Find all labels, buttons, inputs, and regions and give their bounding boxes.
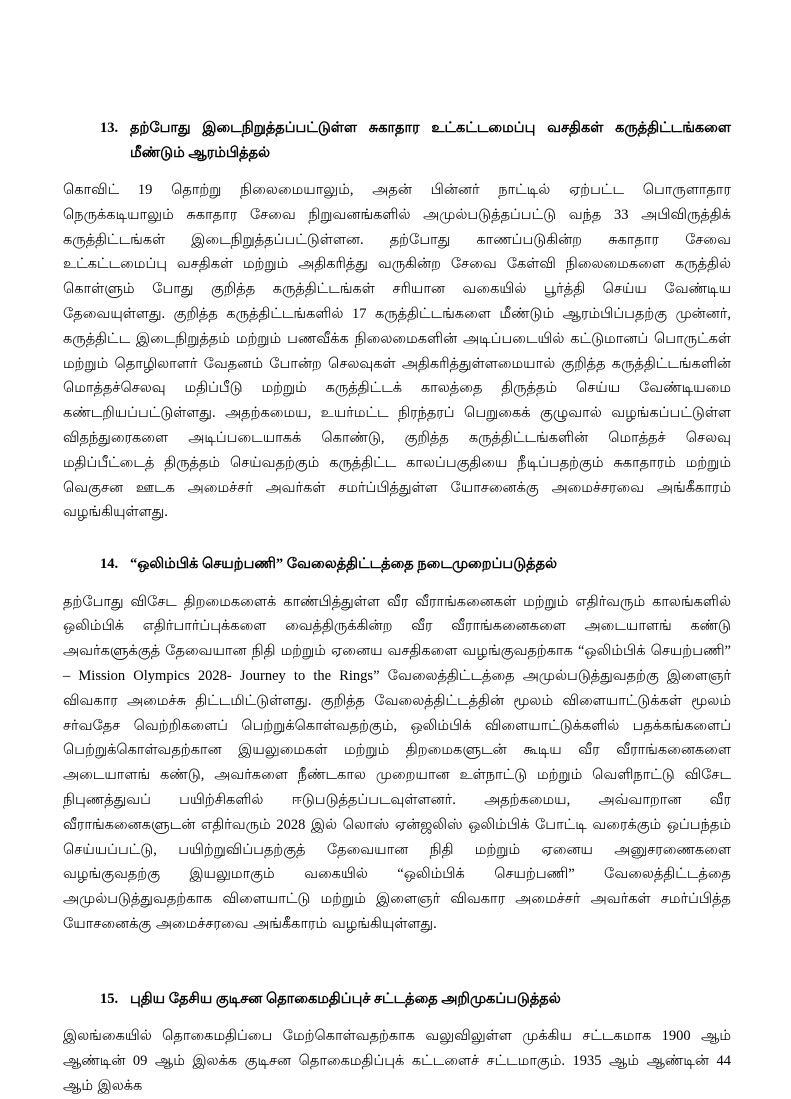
section-14-heading: [100, 552, 731, 577]
section-14-paragraph: தற்போது விசேட திறமைகளைக் காண்பித்துள்ள வீர வீராங்கனைகள் மற்றும் எதிர்வரும் காலங்களில் ஒலிம்பிக் எதிர்பார்ப்புக்களை வைத்திருக்கின்ற வீர வீராங்கனைகளை அடையாளங் கண்டு அவர்களுக்குத் தேவையான நிதி மற்றும் ஏனைய வசதிகளை வழங்குவதற்காக “ஒலிம்பிக் செயற்பணி” – Mission Olympics 2028- Journey to the Rings” வேலைத்திட்டத்தை அமுல்படுத்துவதற்கு இளைஞர் விவகார அமைச்சு திட்டமிட்டுள்ளது. குறித்த வேலைத்திட்டத்தின் மூலம் விளையாட்டுக்கள் மூலம் சர்வதேச வெற்றிகளைப் பெற்றுக்கொள்வதற்கும், ஒலிம்பிக் விளையாட்டுக்களில் பதக்கங்களைப் பெற்றுக்கொள்வதற்கான இயலுமைகள் மற்றும் திறமைகளுடன் கூடிய வீர வீராங்கனைகளை அடையாளங் கண்டு, அவர்களை நீண்டகால முறையான உள்நாட்டு மற்றும் வெளிநாட்டு விசேட நிபுணத்துவப் பயிற்சிகளில் ஈடுபடுத்தப்படவுள்ளனர். அதற்கமைய, அவ்வாறான வீர வீராங்கனைகளுடன் எதிர்வரும் 2028 இல் லொஸ் ஏன்ஜலிஸ் ஒலிம்பிக் போட்டி வரைக்கும் ஒப்பந்தம் செய்யப்பட்டு, பயிற்றுவிப்பதற்குத் தேவையான நிதி மற்றும் ஏனைய அனுசரணைகளை வழங்குவதற்கு இயலுமாகும் வகையில் “ஒலிம்பிக் செயற்பணி” வேலைத்திட்டத்தை அமுல்படுத்துவதற்காக விளையாட்டு மற்றும் இளைஞர் விவகார அமைச்சர் அவர்கள் சமர்ப்பித்த யோசனைக்கு அமைச்சரவை அங்கீகாரம் வழங்கியுள்ளது.: [63, 593, 731, 933]
section-14: [63, 552, 731, 937]
section-15-heading-text: புதிய தேசிய குடிசன தொகைமதிப்புச் சட்டத்தை அறிமுகப்படுத்தல்: [130, 990, 561, 1007]
section-13: [63, 116, 731, 525]
section-13-heading: [100, 116, 731, 165]
section-13-number: 13.: [100, 120, 119, 136]
section-13-heading-text: தற்போது இடைநிறுத்தப்பட்டுள்ள சுகாதார உட்கட்டமைப்பு வசதிகள் கருத்திட்டங்களை மீண்டும் ஆரம்பித்தல்: [130, 120, 731, 161]
section-14-heading-text: “ஒலிம்பிக் செயற்பணி” வேலைத்திட்டத்தை நடைமுறைப்படுத்தல்: [130, 556, 558, 573]
section-15-paragraph: இலங்கையில் தொகைமதிப்பை மேற்கொள்வதற்காக வலுவிலுள்ள முக்கிய சட்டகமாக 1900 ஆம் ஆண்டின் 09 ஆம் இலக்க குடிசன தொகைமதிப்புக் கட்டளைச் சட்டமாகும். 1935 ஆம் ஆண்டின் 44 ஆம் இலக்க: [63, 1028, 731, 1094]
section-15: [63, 987, 731, 1099]
section-15-number: 15.: [100, 990, 119, 1007]
section-14-number: 14.: [100, 556, 119, 573]
section-15-heading: [100, 987, 731, 1012]
section-13-paragraph: கொவிட் 19 தொற்று நிலைமையாலும், அதன் பின்னர் நாட்டில் ஏற்பட்ட பொருளாதார நெருக்கடியாலும் சுகாதார சேவை நிறுவனங்களில் அமுல்படுத்தப்பட்டு வந்த 33 அபிவிருத்திக் கருத்திட்டங்கள் இடைநிறுத்தப்பட்டுள்ளன. தற்போது காணப்படுகின்ற சுகாதார சேவை உட்கட்டமைப்பு வசதிகள் மற்றும் அதிகரித்து வருகின்ற சேவை கேள்வி நிலைமைகளை கருத்தில் கொள்ளும் போது குறித்த கருத்திட்டங்கள் சரியான வகையில் பூர்த்தி செய்ய வேண்டிய தேவையுள்ளது. குறித்த கருத்திட்டங்களில் 17 கருத்திட்டங்களை மீண்டும் ஆரம்பிப்பதற்கு முன்னர், கருத்திட்ட இடைநிறுத்தம் மற்றும் பணவீக்க நிலைமைகளின் அடிப்படையில் கட்டுமானப் பொருட்கள் மற்றும் தொழிலாளர் வேதனம் போன்ற செலவுகள் அதிகரித்துள்ளமையால் குறித்த கருத்திட்டங்களின் மொத்தச்செலவு மதிப்பீடு மற்றும் கருத்திட்டக் காலத்தை திருத்தம் செய்ய வேண்டியமை கண்டறியப்பட்டுள்ளது. அதற்கமைய, உயர்மட்ட நிரந்தரப் பெறுகைக் குழுவால் வழங்கப்பட்டுள்ள விதந்துரைகளை அடிப்படையாகக் கொண்டு, குறித்த கருத்திட்டங்களின் மொத்தச் செலவு மதிப்பீட்டைத் திருத்தம் செய்வதற்கும் கருத்திட்ட காலப்பகுதியை நீடிப்பதற்கும் சுகாதாரம் மற்றும் வெகுசன ஊடக அமைச்சர் அவர்கள் சமர்ப்பித்துள்ள யோசனைக்கு அமைச்சரவை அங்கீகாரம் வழங்கியுள்ளது.: [63, 182, 731, 521]
